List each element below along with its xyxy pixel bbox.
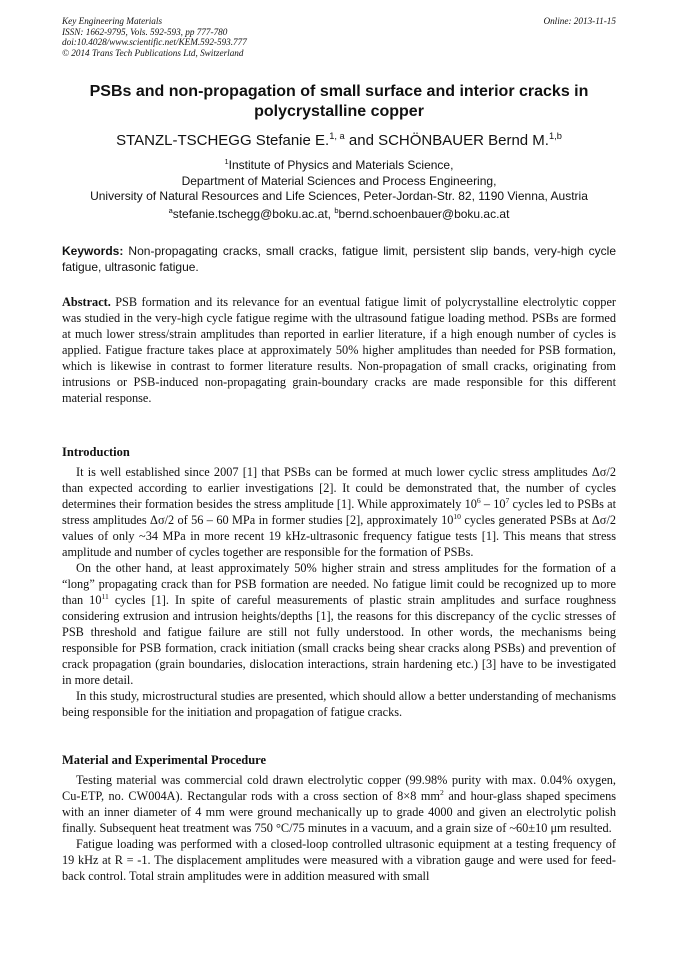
affiliation-line-3: University of Natural Resources and Life Sciences, Peter-Jordan-Str. 82, 1190 Vienna, Austria (90, 189, 588, 203)
author-1-affiliation-mark: 1, a (329, 131, 345, 141)
issn-line: ISSN: 1662-9795, Vols. 592-593, pp 777-780 (62, 26, 228, 37)
author-2-affiliation-mark: 1,b (548, 131, 562, 141)
introduction-paragraph-3: In this study, microstructural studies are presented, which should allow a better understanding of mechanisms being responsible for the initiation and propagation of fatigue cracks. (62, 689, 616, 719)
affiliation-line-1: Institute of Physics and Materials Science, (228, 158, 454, 172)
journal-name: Key Engineering Materials (62, 16, 163, 26)
doi-line: doi:10.4028/www.scientific.net/KEM.592-593.777 (62, 37, 247, 47)
intro-p1-exponent-2: 7 (505, 495, 510, 505)
materials-heading: Material and Experimental Procedure (62, 753, 267, 767)
author-line (62, 132, 616, 150)
keywords (62, 243, 616, 275)
email-a[interactable]: stefanie.tschegg@boku.ac.at, (172, 207, 335, 221)
mat-p1-text-b: and hour-glass shaped specimens with an inner diameter of 4 mm were ground mechanically up to grade 4000 and given an electrolytic polish finally. Subsequent heat treatment was 750 °C/75 minutes in a vacuum, and a grain size of ~60±10 μm resulted. (62, 789, 617, 835)
intro-p1-text-a: It is well established since 2007 [1] that PSBs can be formed at much lower cyclic stress amplitudes Δσ/2 than expected according to earlier investigations [2]. It could be demonstrated that, the number of cycles determines their formation besides the stress amplitude [1]. While approximately 10 (62, 465, 616, 511)
intro-p1-exponent-3: 10 (453, 511, 461, 521)
author-conjunction: and (344, 132, 379, 149)
author-2: SCHÖNBAUER Bernd M. (378, 132, 549, 149)
intro-p1-exponent-1: 6 (476, 495, 481, 505)
email-mark-a: a (168, 206, 173, 215)
affiliation (40, 158, 638, 205)
intro-p1-text-b: – 10 (480, 497, 506, 511)
email-mark-b: b (334, 206, 339, 215)
keywords-text: Non-propagating cracks, small cracks, fatigue limit, persistent slip bands, very-high cycle fatigue, ultrasonic fatigue. (62, 244, 616, 274)
abstract (62, 294, 616, 406)
abstract-text: PSB formation and its relevance for an eventual fatigue limit of polycrystalline electrolytic copper was studied in the very-high cycle fatigue regime with the ultrasound fatigue loading method. PSBs are formed at much lower stress/strain amplitudes than reported in earlier literature, if a high enough number of cycles is applied. Fatigue fracture takes place at approximately 50% higher amplitudes than needed for PSB formation, which is likewise in contrast to former literature results. Non-propagation of small cracks, originating from intrusions or PSB-induced non-propagating grain-boundary cracks are made responsible for this different material response. (62, 295, 616, 405)
email-b[interactable]: bernd.schoenbauer@boku.ac.at (338, 207, 510, 221)
intro-p2-text-b: cycles [1]. In spite of careful measurements of plastic strain amplitudes and surface roughness considering extrusion and intrusion heights/depths [1], the reasons for this discrepancy of the cyclic stresses of PSB threshold and fatigue failure are still not fully understood. In other words, the mechanisms being responsible for PSB formation, crack initiation (small cracks being shear cracks along PSBs) and prevention of crack propagation (grain boundaries, dislocation interactions, strain hardening etc.) [3] have to be investigated in more detail. (62, 593, 616, 687)
paper-title: PSBs and non-propagation of small surface and interior cracks in polycrystalline copper (89, 83, 589, 120)
section-introduction (62, 444, 616, 720)
section-materials (62, 752, 616, 884)
keywords-label: Keywords: (62, 244, 124, 258)
materials-paragraph-2: Fatigue loading was performed with a closed-loop controlled ultrasonic equipment at a testing frequency of 19 kHz at R = -1. The displacement amplitudes were measured with a vibration gauge and were used for feed-back control. Total strain amplitudes were in addition measured with small (62, 837, 616, 883)
abstract-label: Abstract. (62, 295, 111, 309)
mat-p1-text-a: Testing material was commercial cold drawn electrolytic copper (99.98% purity with max. 0.04% oxygen, Cu-ETP, no. CW004A). Rectangular rods with a cross section of 8×8 mm (62, 773, 616, 803)
affiliation-mark: 1 (224, 157, 229, 166)
materials-paragraph-1 (62, 772, 616, 836)
affiliation-line-2: Department of Material Sciences and Process Engineering, (181, 173, 497, 188)
intro-p2-text-a: On the other hand, at least approximately 50% higher strain and stress amplitudes for the formation of a “long” propagating crack than for PSB formation are needed. No fatigue limit could be recognized up to more than 10 (62, 561, 616, 607)
intro-p1-text-d: cycles generated PSBs at Δσ/2 values of only ~34 MPa in more recent 19 kHz-ultrasonic frequency fatigue tests [1]. This means that stress amplitude and number of cycles together are responsible for the formation of PSBs. (62, 513, 617, 559)
introduction-paragraph-2 (62, 560, 616, 688)
intro-p1-text-c: cycles led to PSBs at stress amplitudes Δσ/2 of 56 – 60 MPa in former studies [2], approximately 10 (62, 497, 617, 527)
journal-header (62, 16, 616, 58)
intro-p2-exponent-1: 11 (101, 591, 109, 601)
copyright-line: © 2014 Trans Tech Publications Ltd, Switzerland (62, 47, 244, 58)
author-1: STANZL-TSCHEGG Stefanie E. (116, 132, 330, 149)
email-line (62, 207, 616, 222)
mat-p1-exponent-1: 2 (440, 787, 444, 797)
introduction-paragraph-1 (62, 464, 616, 560)
online-date: Online: 2013-11-15 (543, 16, 616, 26)
introduction-heading: Introduction (62, 445, 130, 459)
